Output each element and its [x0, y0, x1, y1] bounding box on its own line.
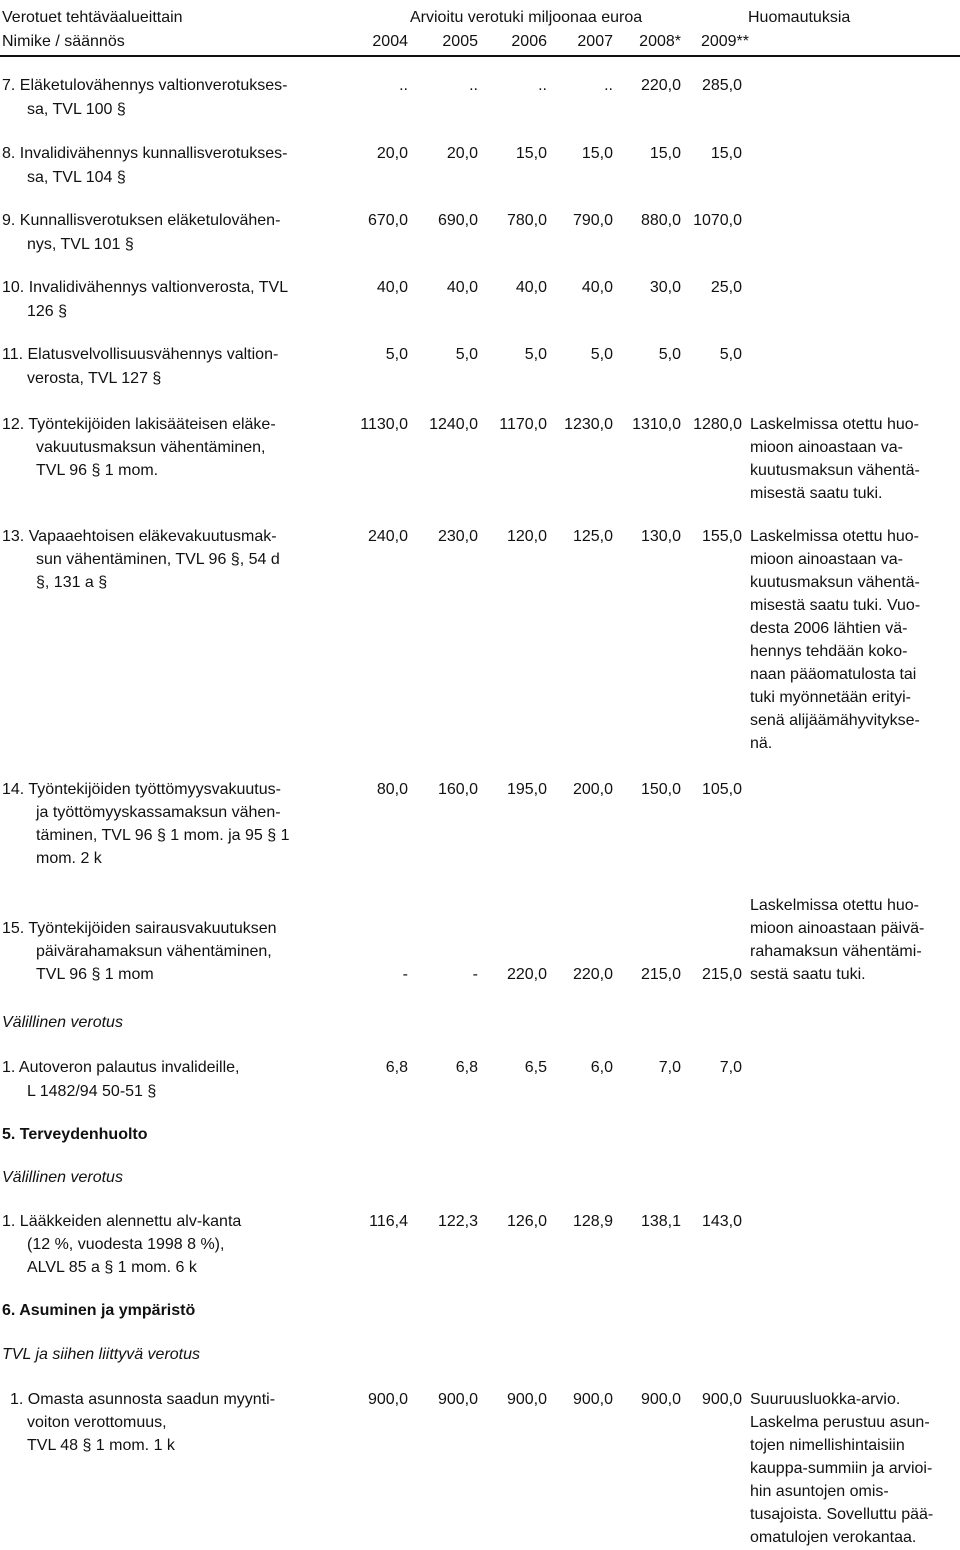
value-cell: 5,0 — [524, 346, 547, 363]
value-cell: 900,0 — [367, 1391, 408, 1408]
value-cell: 1240,0 — [429, 416, 478, 433]
value-cell: 780,0 — [506, 212, 547, 229]
row-label: 126 § — [27, 303, 68, 320]
value-cell: 122,3 — [437, 1213, 478, 1230]
note-text: tojen nimellishintaisiin — [750, 1437, 905, 1454]
year-2009: 2009** — [700, 33, 749, 50]
value-cell: 40,0 — [446, 279, 478, 296]
row-label: 1. Omasta asunnosta saadun myynti- — [10, 1391, 276, 1408]
value-cell: 126,0 — [506, 1213, 547, 1230]
row-label: mom. 2 k — [36, 850, 102, 867]
row-label: verosta, TVL 127 § — [27, 370, 162, 387]
value-cell: 200,0 — [572, 781, 613, 798]
row-label: L 1482/94 50-51 § — [27, 1083, 157, 1100]
value-cell: 220,0 — [572, 966, 613, 983]
row-label: 15. Työntekijöiden sairausvakuutuksen — [2, 920, 277, 937]
value-cell: 1280,0 — [693, 416, 742, 433]
value-cell: 900,0 — [572, 1391, 613, 1408]
value-cell: 40,0 — [515, 279, 547, 296]
note-text: mioon ainoastaan va- — [750, 551, 903, 568]
value-cell: 7,0 — [719, 1059, 742, 1076]
header-col1-line1: Verotuet tehtäväalueittain — [2, 9, 183, 26]
value-cell: 80,0 — [376, 781, 408, 798]
value-cell: 105,0 — [701, 781, 742, 798]
note-text: mioon ainoastaan päivä- — [750, 920, 925, 937]
value-cell: 6,8 — [385, 1059, 408, 1076]
header-col2-title: Arvioitu verotuki miljoonaa euroa — [410, 9, 643, 26]
value-cell: 285,0 — [701, 77, 742, 94]
value-cell: 5,0 — [719, 346, 742, 363]
value-cell: 195,0 — [506, 781, 547, 798]
value-cell: 6,5 — [524, 1059, 547, 1076]
row-label: 10. Invalidivähennys valtionverosta, TVL — [2, 279, 289, 296]
value-cell: 15,0 — [649, 145, 681, 162]
value-cell: 40,0 — [581, 279, 613, 296]
value-cell: 15,0 — [515, 145, 547, 162]
row-label: ALVL 85 a § 1 mom. 6 k — [27, 1259, 197, 1276]
row-label: vakuutusmaksun vähentäminen, — [36, 439, 266, 456]
row-label: 1. Lääkkeiden alennettu alv-kanta — [2, 1213, 242, 1230]
year-2007: 2007 — [577, 33, 613, 50]
note-text: kuutusmaksun vähentä- — [750, 462, 920, 479]
row-label: TVL 48 § 1 mom. 1 k — [27, 1437, 175, 1454]
value-cell: 15,0 — [581, 145, 613, 162]
note-text: hennys tehdään koko- — [750, 643, 908, 660]
year-2006: 2006 — [511, 33, 547, 50]
value-cell: 690,0 — [437, 212, 478, 229]
value-cell: 900,0 — [437, 1391, 478, 1408]
value-cell: 900,0 — [506, 1391, 547, 1408]
value-cell: 143,0 — [701, 1213, 742, 1230]
row-label: täminen, TVL 96 § 1 mom. ja 95 § 1 — [36, 827, 290, 844]
value-cell: 6,0 — [590, 1059, 613, 1076]
row-label: TVL 96 § 1 mom — [36, 966, 154, 983]
note-text: hin asuntojen omis- — [750, 1483, 889, 1500]
value-cell: 20,0 — [446, 145, 478, 162]
value-cell: 7,0 — [658, 1059, 681, 1076]
value-cell: .. — [604, 77, 613, 94]
note-text: Laskelmissa otettu huo- — [750, 416, 919, 433]
note-text: nä. — [750, 735, 773, 752]
value-cell: 128,9 — [572, 1213, 613, 1230]
subsection-heading: TVL ja siihen liittyvä verotus — [2, 1346, 201, 1363]
note-text: Laskelmissa otettu huo- — [750, 528, 919, 545]
value-cell: 1130,0 — [360, 416, 408, 433]
row-label: päivärahamaksun vähentäminen, — [36, 943, 272, 960]
row-label: §, 131 a § — [36, 574, 108, 591]
value-cell: 20,0 — [376, 145, 408, 162]
note-text: kauppa-summiin ja arvioi- — [750, 1460, 933, 1477]
value-cell: 25,0 — [710, 279, 742, 296]
value-cell: 1230,0 — [564, 416, 613, 433]
row-label: 7. Eläketulovähennys valtionverotukses- — [2, 77, 288, 94]
value-cell: 5,0 — [455, 346, 478, 363]
row-label: (12 %, vuodesta 1998 8 %), — [27, 1236, 225, 1253]
value-cell: .. — [469, 77, 478, 94]
note-text: Suuruusluokka-arvio. — [750, 1391, 901, 1408]
value-cell: 220,0 — [506, 966, 547, 983]
value-cell: 15,0 — [710, 145, 742, 162]
value-cell: 1070,0 — [693, 212, 742, 229]
value-cell: 5,0 — [658, 346, 681, 363]
value-cell: 40,0 — [376, 279, 408, 296]
note-text: omatulojen verokantaa. — [750, 1529, 917, 1546]
year-2004: 2004 — [372, 33, 408, 50]
row-label: ja työttömyyskassamaksun vähen- — [36, 804, 281, 821]
value-cell: .. — [538, 77, 547, 94]
note-text: sestä saatu tuki. — [750, 966, 866, 983]
value-cell: 220,0 — [640, 77, 681, 94]
row-label: 12. Työntekijöiden lakisääteisen eläke- — [2, 416, 276, 433]
note-text: rahamaksun vähentämi- — [750, 943, 922, 960]
note-text: Laskelmissa otettu huo- — [750, 897, 919, 914]
note-text: senä alijäämähyvitykse- — [750, 712, 920, 729]
value-cell: 215,0 — [701, 966, 742, 983]
row-label: sa, TVL 100 § — [27, 101, 126, 118]
value-cell: 880,0 — [640, 212, 681, 229]
header-rule — [0, 55, 960, 57]
value-cell: 5,0 — [385, 346, 408, 363]
row-label: voiton verottomuus, — [27, 1414, 167, 1431]
value-cell: 215,0 — [640, 966, 681, 983]
header-col1-line2: Nimike / säännös — [2, 33, 125, 50]
row-label: sun vähentäminen, TVL 96 §, 54 d — [36, 551, 280, 568]
value-cell: - — [402, 966, 408, 983]
value-cell: 6,8 — [455, 1059, 478, 1076]
note-text: misestä saatu tuki. — [750, 485, 883, 502]
row-label: sa, TVL 104 § — [27, 169, 126, 186]
value-cell: 30,0 — [649, 279, 681, 296]
value-cell: 120,0 — [506, 528, 547, 545]
section-heading: 5. Terveydenhuolto — [2, 1126, 148, 1143]
note-text: naan pääomatulosta tai — [750, 666, 917, 683]
value-cell: 138,1 — [640, 1213, 681, 1230]
value-cell: 130,0 — [640, 528, 681, 545]
note-text: kuutusmaksun vähentä- — [750, 574, 920, 591]
row-label: nys, TVL 101 § — [27, 236, 134, 253]
value-cell: 125,0 — [572, 528, 613, 545]
row-label: 14. Työntekijöiden työttömyysvakuutus- — [2, 781, 281, 798]
note-text: misestä saatu tuki. Vuo- — [750, 597, 921, 614]
value-cell: 230,0 — [437, 528, 478, 545]
subsection-heading: Välillinen verotus — [2, 1014, 123, 1031]
year-2005: 2005 — [442, 33, 478, 50]
header-col3-title: Huomautuksia — [748, 9, 851, 26]
note-text: desta 2006 lähtien vä- — [750, 620, 908, 637]
section-heading: 6. Asuminen ja ympäristö — [2, 1302, 196, 1319]
value-cell: 670,0 — [367, 212, 408, 229]
value-cell: 155,0 — [701, 528, 742, 545]
note-text: mioon ainoastaan va- — [750, 439, 903, 456]
value-cell: - — [472, 966, 478, 983]
note-text: Laskelma perustuu asun- — [750, 1414, 930, 1431]
note-text: tusajoista. Sovelluttu pää- — [750, 1506, 934, 1523]
row-label: 9. Kunnallisverotuksen eläketulovähen- — [2, 212, 281, 229]
value-cell: 900,0 — [640, 1391, 681, 1408]
subsection-heading: Välillinen verotus — [2, 1169, 123, 1186]
row-label: 8. Invalidivähennys kunnallisverotukses- — [2, 145, 288, 162]
value-cell: .. — [399, 77, 408, 94]
row-label: TVL 96 § 1 mom. — [36, 462, 159, 479]
note-text: tuki myönnetään erityi- — [750, 689, 911, 706]
value-cell: 5,0 — [590, 346, 613, 363]
row-label: 11. Elatusvelvollisuusvähennys valtion- — [2, 346, 279, 363]
year-2008: 2008* — [639, 33, 681, 50]
row-label: 1. Autoveron palautus invalideille, — [2, 1059, 240, 1076]
value-cell: 790,0 — [572, 212, 613, 229]
value-cell: 240,0 — [367, 528, 408, 545]
value-cell: 150,0 — [640, 781, 681, 798]
value-cell: 1310,0 — [632, 416, 681, 433]
row-label: 13. Vapaaehtoisen eläkevakuutusmak- — [2, 528, 277, 545]
value-cell: 160,0 — [437, 781, 478, 798]
value-cell: 116,4 — [369, 1213, 408, 1230]
value-cell: 900,0 — [701, 1391, 742, 1408]
value-cell: 1170,0 — [499, 416, 547, 433]
